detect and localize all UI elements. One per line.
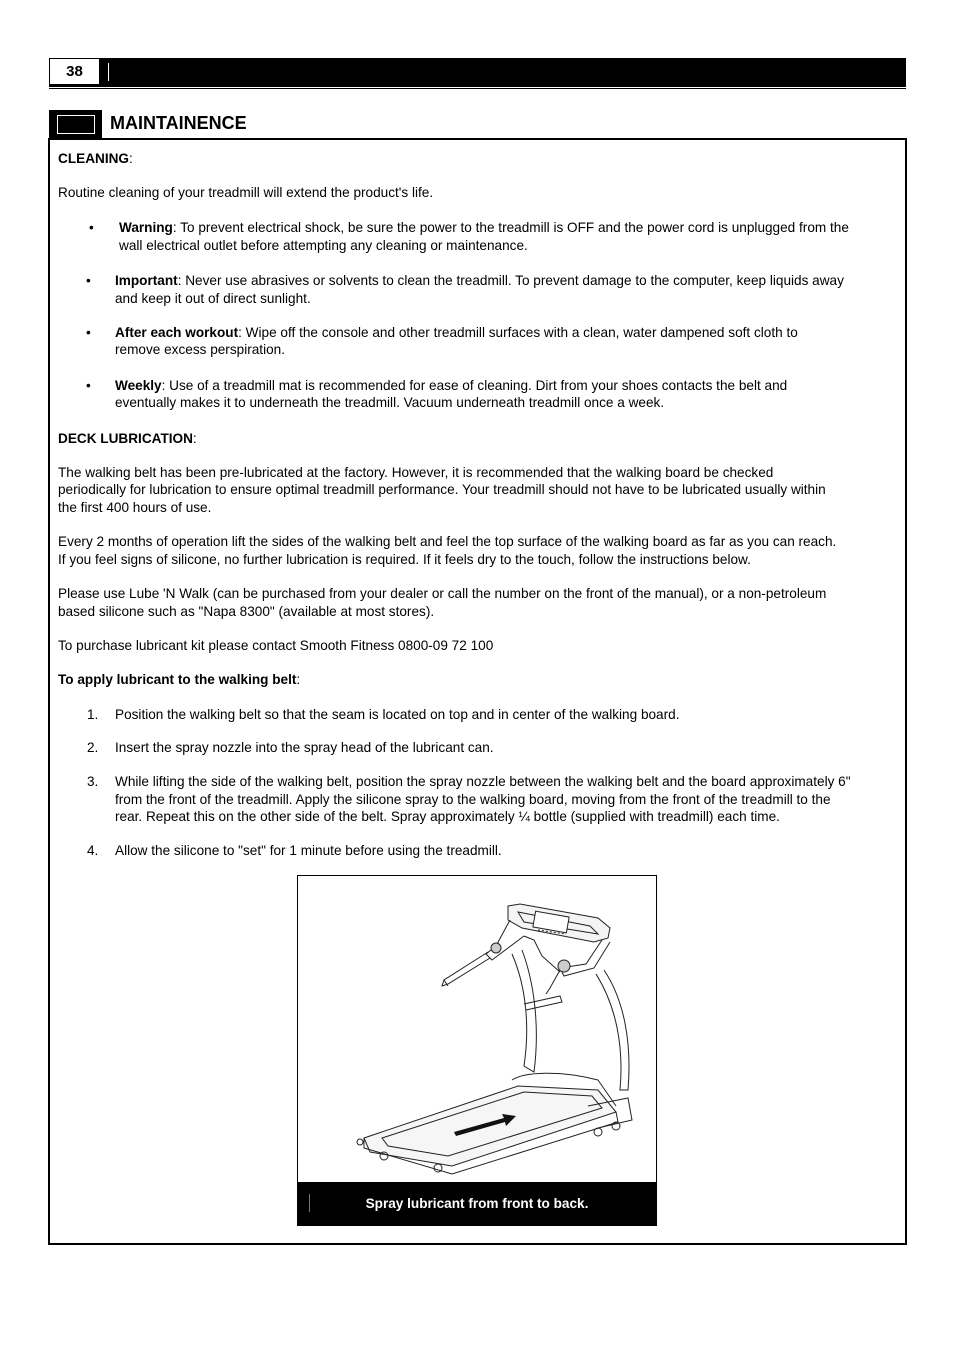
- bullet-dot: •: [86, 325, 91, 340]
- header-bar: [49, 58, 906, 87]
- bullet-dot: •: [89, 220, 94, 235]
- lubrication-contact: To purchase lubricant kit please contact Smooth Fitness 0800-09 72 100: [58, 638, 494, 653]
- caption-divider: [309, 1194, 310, 1212]
- lubrication-p2-line2: If you feel signs of silicone, no further lubrication is required. If it feels dry to the touch, follow the instructions below.: [58, 552, 751, 567]
- bullet-weekly-cont: eventually makes it to underneath the treadmill. Vacuum underneath treadmill once a week.: [115, 395, 665, 410]
- treadmill-illustration: [298, 876, 656, 1182]
- step-3-text-line1: While lifting the side of the walking belt, position the spray nozzle between the walking belt and the board approximately 6": [115, 774, 851, 789]
- cleaning-heading: CLEANING:: [58, 151, 133, 166]
- bullet-weekly: Weekly: Use of a treadmill mat is recommended for ease of cleaning. Dirt from your shoes contacts the belt and: [115, 378, 788, 393]
- step-number: 2.: [87, 740, 99, 755]
- header-rule: [49, 88, 906, 89]
- lubrication-p2-line1: Every 2 months of operation lift the sides of the walking belt and feel the top surface of the walking board as far as you can reach.: [58, 534, 837, 549]
- header-divider: [108, 63, 109, 81]
- lubrication-p1-line2: periodically for lubrication to ensure optimal treadmill performance. Your treadmill should not have to be lubricated usually within: [58, 482, 826, 497]
- step-3-text-line2: from the front of the treadmill. Apply the silicone spray to the walking board, moving from the front of the treadmill to the: [115, 792, 831, 807]
- bullet-dot: •: [86, 378, 91, 393]
- cleaning-intro: Routine cleaning of your treadmill will extend the product's life.: [58, 185, 434, 200]
- step-number: 1.: [87, 707, 99, 722]
- bullet-dot: •: [86, 273, 91, 288]
- bullet-warning: Warning: To prevent electrical shock, be sure the power to the treadmill is OFF and the power cord is unplugged from the: [119, 220, 849, 235]
- step-2-text: Insert the spray nozzle into the spray head of the lubricant can.: [115, 740, 494, 755]
- bullet-after-workout: After each workout: Wipe off the console and other treadmill surfaces with a clean, water dampened soft cloth to: [115, 325, 798, 340]
- step-4-text: Allow the silicone to "set" for 1 minute before using the treadmill.: [115, 843, 502, 858]
- step-1-text: Position the walking belt so that the seam is located on top and in center of the walking board.: [115, 707, 680, 722]
- step-3-text-line3: rear. Repeat this on the other side of the belt. Spray approximately ¼ bottle (supplied with treadmill) each time.: [115, 809, 780, 824]
- section-marker: [49, 110, 102, 138]
- page-number: 38: [49, 58, 100, 85]
- bullet-warning-cont: wall electrical outlet before attempting any cleaning or maintenance.: [119, 238, 528, 253]
- step-number: 3.: [87, 774, 99, 789]
- lubrication-heading: DECK LUBRICATION:: [58, 431, 197, 446]
- bullet-important: Important: Never use abrasives or solvents to clean the treadmill. To prevent damage to the computer, keep liquids away: [115, 273, 844, 288]
- lubrication-p3-line1: Please use Lube 'N Walk (can be purchased from your dealer or call the number on the front of the manual), or a non-petroleum: [58, 586, 827, 601]
- treadmill-figure: [297, 875, 657, 1226]
- lubrication-p1-line1: The walking belt has been pre-lubricated at the factory. However, it is recommended that the walking board be checked: [58, 465, 774, 480]
- step-number: 4.: [87, 843, 99, 858]
- caption-text: Spray lubricant from front to back.: [365, 1196, 589, 1211]
- section-title: MAINTAINENCE: [110, 113, 247, 133]
- bullet-important-cont: and keep it out of direct sunlight.: [115, 291, 311, 306]
- bullet-after-workout-cont: remove excess perspiration.: [115, 342, 285, 357]
- lubrication-p1-line3: the first 400 hours of use.: [58, 500, 212, 515]
- lubrication-p3-line2: based silicone such as "Napa 8300" (available at most stores).: [58, 604, 435, 619]
- figure-caption: [298, 1182, 656, 1225]
- apply-heading: To apply lubricant to the walking belt:: [58, 672, 301, 687]
